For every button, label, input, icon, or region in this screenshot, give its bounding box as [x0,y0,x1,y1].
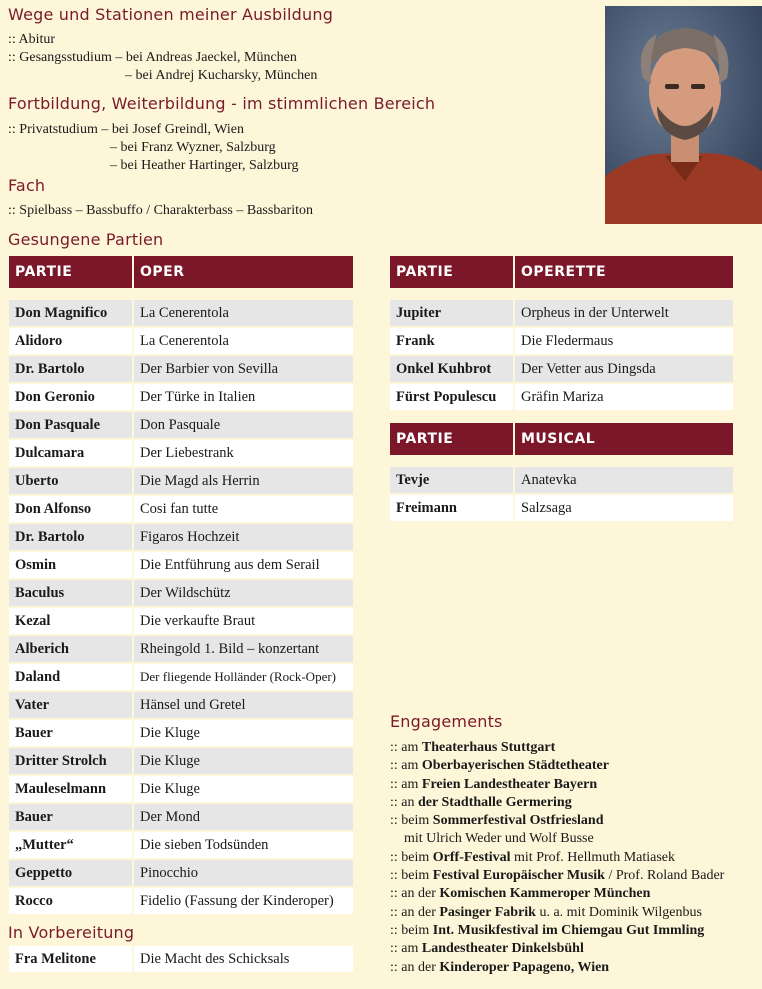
werk-cell: Fidelio (Fassung der Kinderoper) [134,888,353,916]
table-spacer [390,292,733,300]
engagement-item [390,922,762,940]
heading-fach: Fach [8,176,46,195]
partie-cell: Bauer [9,720,134,748]
operette-header-operette: OPERETTE [515,256,733,292]
table-row [390,384,733,412]
partie-cell: Bauer [9,804,134,832]
engagement-item [390,757,762,775]
engagement-venue: Pasinger Fabrik [439,904,536,920]
engagement-item [390,904,762,922]
engagement-prefix: :: an der [390,959,440,975]
engagement-prefix: :: am [390,776,422,792]
oper-header-partie: PARTIE [9,256,134,292]
partie-cell: Jupiter [390,300,515,328]
ausbildung-line: :: Abitur [8,32,56,47]
engagement-item [390,867,762,885]
werk-cell: Der Wildschütz [134,580,353,608]
engagement-item [390,794,762,812]
table-row [390,356,733,384]
partie-cell: Uberto [9,468,134,496]
fach-line: :: Spielbass – Bassbuffo / Charakterbass – Bassbariton [8,203,313,218]
werk-cell: Pinocchio [134,860,353,888]
engagement-suffix: u. a. mit Dominik Wilgenbus [535,904,702,920]
werk-cell: Die verkaufte Braut [134,608,353,636]
partie-cell: Don Magnifico [9,300,134,328]
table-row [9,832,353,860]
engagement-item [390,812,762,830]
partie-cell: Baculus [9,580,134,608]
engagement-prefix: :: am [390,740,422,755]
werk-cell: Die Entführung aus dem Serail [134,552,353,580]
table-spacer [9,292,353,300]
partie-cell: Dulcamara [9,440,134,468]
werk-cell: Figaros Hochzeit [134,524,353,552]
oper-table [9,256,353,916]
engagement-item [390,885,762,903]
table-row [390,328,733,356]
engagement-prefix: :: an der [390,904,440,920]
partie-cell: Vater [9,692,134,720]
oper-header-oper: OPER [134,256,353,292]
musical-header-musical: MUSICAL [515,423,733,459]
engagement-item [390,776,762,794]
table-row [9,412,353,440]
portrait-photo [605,6,762,224]
fortbildung-line: – bei Franz Wyzner, Salzburg [110,140,276,155]
fortbildung-line: :: Privatstudium – bei Josef Greindl, Wien [8,122,244,137]
engagement-prefix: :: an der [390,886,440,902]
partie-cell: Daland [9,664,134,692]
partie-cell: Dr. Bartolo [9,356,134,384]
table-row [9,608,353,636]
engagement-prefix: :: am [390,941,422,957]
table-row [9,384,353,412]
partie-cell: Don Alfonso [9,496,134,524]
operette-header-partie: PARTIE [390,256,515,292]
partie-cell: Mauleselmann [9,776,134,804]
table-row [390,300,733,328]
engagement-prefix: :: beim [390,868,433,884]
engagement-item [390,830,762,848]
table-row [9,720,353,748]
portrait-image [605,6,762,224]
musical-table [390,423,733,523]
werk-cell: Die Kluge [134,720,353,748]
partie-cell: Onkel Kuhbrot [390,356,515,384]
engagement-prefix: :: beim [390,849,433,865]
engagement-venue: Freien Landestheater Bayern [421,776,598,792]
werk-cell: Der Liebestrank [134,440,353,468]
partie-cell: Alberich [9,636,134,664]
partie-cell: Don Pasquale [9,412,134,440]
heading-partien: Gesungene Partien [8,230,164,249]
werk-cell: Die sieben Todsünden [134,832,353,860]
engagement-venue: Festival Europäischer Musik [432,868,605,884]
engagement-prefix: :: beim [390,922,433,938]
werk-cell: La Cenerentola [134,328,353,356]
table-row [390,495,733,523]
partie-cell: Dr. Bartolo [9,524,134,552]
heading-fortbildung: Fortbildung, Weiterbildung - im stimmlichen Bereich [8,94,436,113]
engagement-item [390,959,762,977]
engagement-venue: Landestheater Dinkelsbühl [421,941,584,957]
engagement-venue: Theaterhaus Stuttgart [421,740,556,755]
table-row [9,946,353,974]
werk-cell: La Cenerentola [134,300,353,328]
engagement-venue: Int. Musikfestival im Chiemgau Gut Immling [432,922,705,938]
table-spacer [390,459,733,467]
partie-cell: Alidoro [9,328,134,356]
werk-cell: Don Pasquale [134,412,353,440]
table-row [9,580,353,608]
ausbildung-line: :: Gesangsstudium – bei Andreas Jaeckel, München [8,50,297,65]
werk-cell: Anatevka [515,467,733,495]
werk-cell: Hänsel und Gretel [134,692,353,720]
partie-cell: Geppetto [9,860,134,888]
engagement-suffix: / Prof. Roland Bader [604,868,725,884]
engagement-venue: Orff-Festival [432,849,511,865]
heading-engagements: Engagements [390,712,503,731]
werk-cell: Gräfin Mariza [515,384,733,412]
partie-cell: Dritter Strolch [9,748,134,776]
partie-cell: Fürst Populescu [390,384,515,412]
engagement-suffix: mit Prof. Hellmuth Matiasek [510,849,676,865]
table-row [9,636,353,664]
heading-vorbereitung: In Vorbereitung [8,923,135,942]
vorbereitung-table [9,946,353,974]
table-row [9,804,353,832]
partie-cell: „Mutter“ [9,832,134,860]
table-row [9,468,353,496]
engagement-item [390,940,762,958]
table-row [9,300,353,328]
engagements-list [390,739,762,977]
table-row [390,467,733,495]
engagement-prefix: :: am [390,758,422,774]
engagement-venue: Kinderoper Papageno, Wien [439,959,610,975]
partie-cell: Frank [390,328,515,356]
partie-cell: Osmin [9,552,134,580]
table-row [9,356,353,384]
heading-ausbildung: Wege und Stationen meiner Ausbildung [8,5,334,24]
werk-cell: Der Vetter aus Dingsda [515,356,733,384]
table-row [9,860,353,888]
table-row [9,496,353,524]
werk-cell: Der Mond [134,804,353,832]
partie-cell: Don Geronio [9,384,134,412]
fortbildung-line: – bei Heather Hartinger, Salzburg [110,158,299,173]
table-row [9,552,353,580]
partie-cell: Tevje [390,467,515,495]
werk-cell: Rheingold 1. Bild – konzertant [134,636,353,664]
werk-cell: Die Kluge [134,748,353,776]
werk-cell: Der Barbier von Sevilla [134,356,353,384]
table-row [9,524,353,552]
engagement-prefix: mit Ulrich Weder und Wolf Busse [404,831,594,847]
engagement-prefix: :: an [390,794,418,810]
table-row [9,776,353,804]
table-row [9,440,353,468]
werk-cell: Die Fledermaus [515,328,733,356]
werk-cell: Cosi fan tutte [134,496,353,524]
table-row [9,888,353,916]
table-row [9,748,353,776]
werk-cell: Der fliegende Holländer (Rock-Oper) [134,664,353,692]
partie-cell: Fra Melitone [9,946,134,974]
table-row [9,328,353,356]
werk-cell: Orpheus in der Unterwelt [515,300,733,328]
engagement-venue: Komischen Kammeroper München [439,886,651,902]
engagement-venue: der Stadthalle Germering [418,794,572,810]
engagement-item [390,849,762,867]
werk-cell: Die Macht des Schicksals [134,946,353,974]
werk-cell: Salzsaga [515,495,733,523]
table-row [9,692,353,720]
partie-cell: Kezal [9,608,134,636]
musical-header-partie: PARTIE [390,423,515,459]
partie-cell: Freimann [390,495,515,523]
ausbildung-line: – bei Andrej Kucharsky, München [125,68,318,83]
werk-cell: Die Magd als Herrin [134,468,353,496]
werk-cell: Die Kluge [134,776,353,804]
table-row [9,664,353,692]
engagement-venue: Oberbayerischen Städtetheater [421,758,609,774]
engagement-venue: Sommerfestival Ostfriesland [432,813,604,829]
partie-cell: Rocco [9,888,134,916]
engagement-prefix: :: beim [390,813,433,829]
operette-table [390,256,733,412]
werk-cell: Der Türke in Italien [134,384,353,412]
engagement-item [390,739,762,757]
